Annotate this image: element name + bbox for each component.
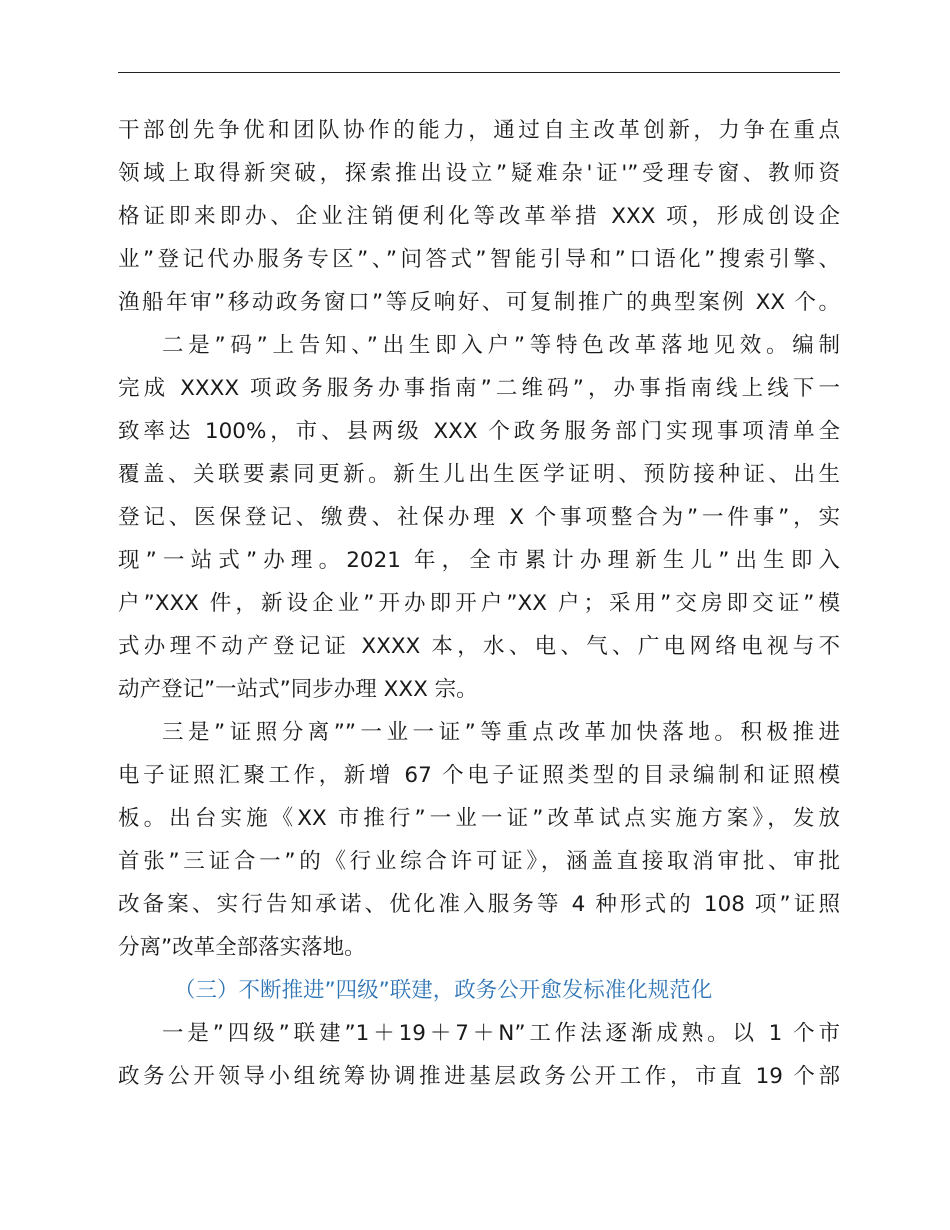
paragraph-line: 三是”证照分离””一业一证”等重点改革加快落地。积极推进: [162, 720, 840, 745]
paragraph-line: 领域上取得新突破，探索推出设立”疑难杂'证'”受理专窗、教师资: [118, 161, 840, 186]
paragraph-line: 完成 XXXX 项政务服务办事指南”二维码”，办事指南线上线下一: [118, 376, 840, 401]
paragraph-line: 业”登记代办服务专区”、”问答式”智能引导和”口语化”搜索引擎、: [118, 247, 840, 272]
paragraph-line: 改备案、实行告知承诺、优化准入服务等 4 种形式的 108 项”证照: [118, 892, 840, 917]
paragraph-line: 格证即来即办、企业注销便利化等改革举措 XXX 项，形成创设企: [118, 204, 840, 229]
paragraph-line: 渔船年审”移动政务窗口”等反响好、可复制推广的典型案例 XX 个。: [118, 290, 840, 315]
paragraph-line: 板。出台实施《XX 市推行”一业一证”改革试点实施方案》，发放: [118, 806, 840, 831]
paragraph-line: 登记、医保登记、缴费、社保办理 X 个事项整合为”一件事”，实: [118, 505, 840, 530]
paragraph-line: 现”一站式”办理。2021 年，全市累计办理新生儿”出生即入: [118, 548, 840, 573]
paragraph-line: 首张”三证合一”的《行业综合许可证》，涵盖直接取消审批、审批: [118, 849, 840, 874]
paragraph-line: 动产登记”一站式”同步办理 XXX 宗。: [118, 677, 478, 702]
paragraph-line: 二是”码”上告知、”出生即入户”等特色改革落地见效。编制: [162, 333, 840, 358]
paragraph-line: 户”XXX 件，新设企业”开办即开户”XX 户；采用”交房即交证”模: [118, 591, 840, 616]
paragraph-line: 覆盖、关联要素同更新。新生儿出生医学证明、预防接种证、出生: [118, 462, 840, 487]
paragraph-line: 一是”四级”联建”1＋19＋7＋N”工作法逐渐成熟。以 1 个市: [162, 1021, 840, 1046]
paragraph-line: 分离”改革全部落实落地。: [118, 935, 366, 960]
paragraph-line: 电子证照汇聚工作，新增 67 个电子证照类型的目录编制和证照模: [118, 763, 840, 788]
paragraph-line: 政务公开领导小组统筹协调推进基层政务公开工作，市直 19 个部: [118, 1064, 840, 1089]
paragraph-line: 干部创先争优和团队协作的能力，通过自主改革创新，力争在重点: [118, 118, 840, 143]
paragraph-line: 式办理不动产登记证 XXXX 本，水、电、气、广电网络电视与不: [118, 634, 840, 659]
paragraph-line: 致率达 100%，市、县两级 XXX 个政务服务部门实现事项清单全: [118, 419, 840, 444]
section-heading: （三）不断推进”四级”联建，政务公开愈发标准化规范化: [174, 978, 713, 1003]
header-rule: [118, 72, 840, 73]
